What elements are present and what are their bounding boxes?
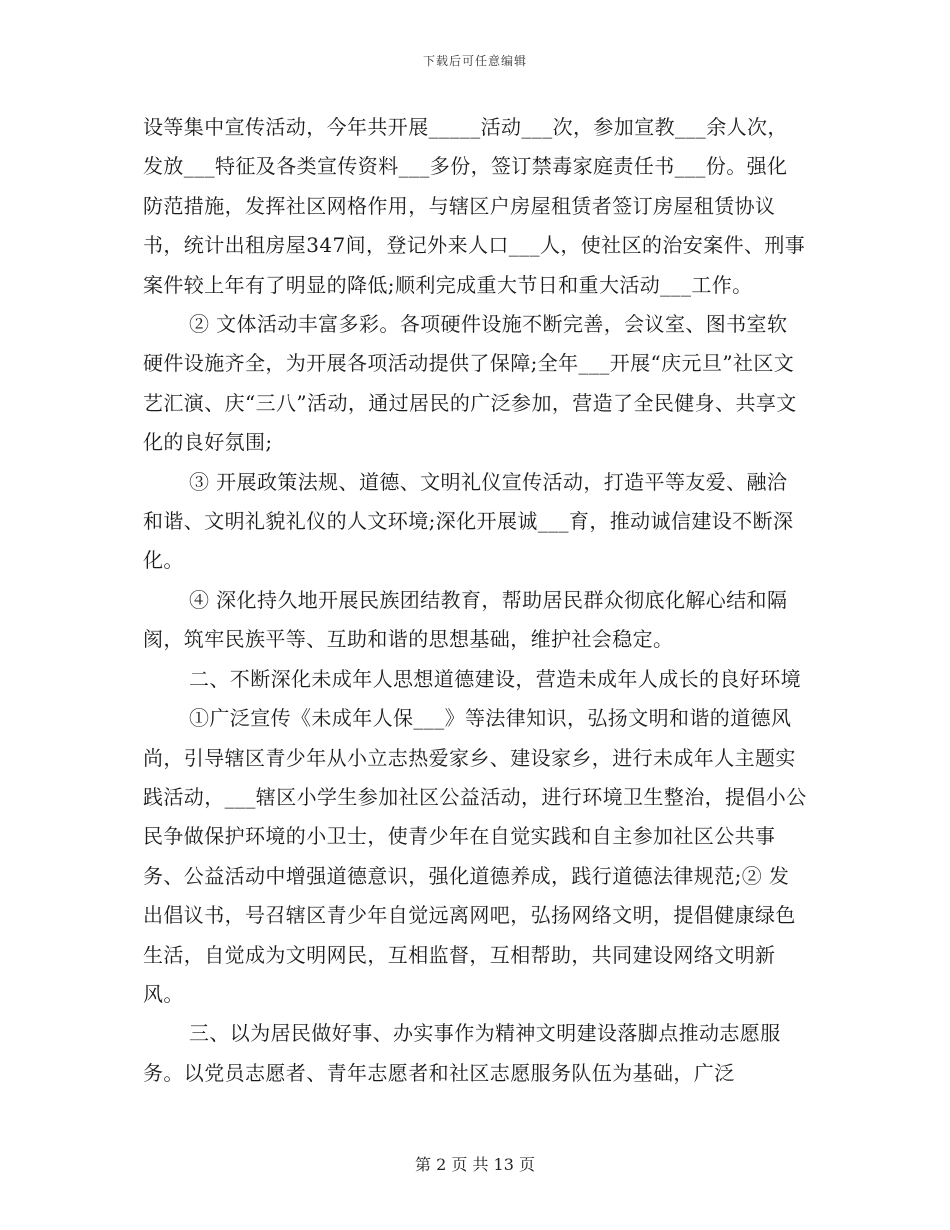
paragraph-5: ①广泛宣传《未成年人保___》等法律知识，弘扬文明和谐的道德风尚，引导辖区青少年从小立志热爱家乡、建设家乡，进行未成年人主题实践活动，___辖区小学生参加社区公益活动，进行环境卫生整治，提倡小公民争做保护环境的小卫士，使青少年在自觉实践和自主参加社区公共事务、公益活动中增强道德意识，强化道德养成，践行道德法律规范;② 发出倡议书，号召辖区青少年自觉远离网吧，弘扬网络文明，提倡健康绿色生活，自觉成为文明网民，互相监督，互相帮助，共同建设网络文明新风。: [143, 706, 807, 1006]
section-heading-3: 三、以为居民做好事、办实事作为精神文明建设落脚点推动志愿服务。以党员志愿者、青年志愿者和社区志愿服务队伍为基础，广泛: [143, 1021, 781, 1085]
page-header-note: 下载后可任意编辑: [422, 54, 527, 68]
paragraph-3: ③ 开展政策法规、道德、文明礼仪宣传活动，打造平等友爱、融洽和谐、文明礼貌礼仪的人文环境;深化开展诚___育，推动诚信建设不断深化。: [143, 469, 794, 573]
document-body: [143, 108, 807, 1093]
paragraph-1: 设等集中宣传活动，今年共开展_____活动___次，参加宣教___余人次，发放___特征及各类宣传资料___多份，签订禁毒家庭责任书___份。强化防范措施，发挥社区网格作用，与辖区户房屋租赁者签订房屋租赁协议书，统计出租房屋347间，登记外来人口___人，使社区的治安案件、刑事案件较上年有了明显的降低;顺利完成重大节日和重大活动___工作。: [143, 115, 806, 297]
paragraph-2: ② 文体活动丰富多彩。各项硬件设施不断完善，会议室、图书室软硬件设施齐全，为开展各项活动提供了保障;全年___开展“庆元旦”社区文艺汇演、庆“三八”活动，通过居民的广泛参加，营造了全民健身、共享文化的良好氛围;: [143, 312, 797, 455]
paragraph-4: ④ 深化持久地开展民族团结教育，帮助居民群众彻底化解心结和隔阂，筑牢民族平等、互助和谐的思想基础，维护社会稳定。: [143, 587, 788, 652]
section-heading-2: 二、不断深化未成年人思想道德建设，营造未成年人成长的良好环境: [189, 666, 801, 691]
page-number: 第 2 页 共 13 页: [415, 1155, 535, 1174]
